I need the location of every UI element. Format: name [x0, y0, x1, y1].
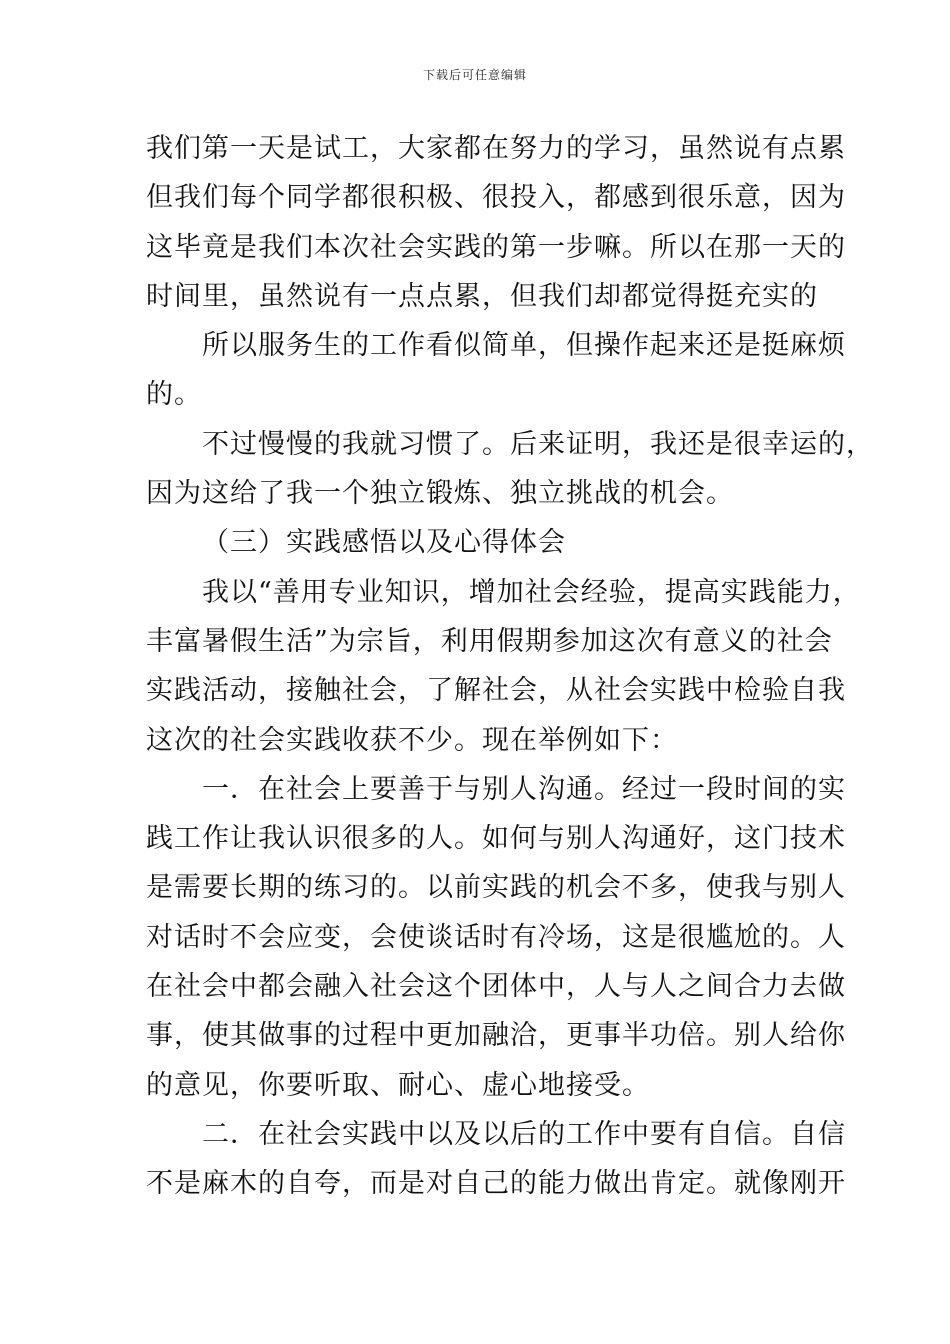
text-line: 在社会中都会融入社会这个团体中，人与人之间合力去做: [146, 971, 846, 1003]
document-body: [146, 124, 874, 1209]
text-line: 但我们每个同学都很积极、很投入，都感到很乐意，因为: [146, 182, 846, 214]
text-line: 事，使其做事的过程中更加融洽，更事半功倍。别人给你: [146, 1020, 846, 1052]
text-line: 丰富暑假生活”为宗旨，利用假期参加这次有意义的社会: [146, 625, 833, 657]
text-line: 践工作让我认识很多的人。如何与别人沟通好，这门技术: [146, 823, 846, 855]
text-line: 我们第一天是试工，大家都在努力的学习，虽然说有点累: [146, 133, 846, 164]
text-line: 所以服务生的工作看似简单，但操作起来还是挺麻烦: [202, 330, 846, 362]
text-line: 时间里，虽然说有一点点累，但我们却都觉得挺充实的: [146, 280, 818, 312]
text-line: 我以“善用专业知识，增加社会经验，提高实践能力，: [202, 576, 861, 608]
page-header: 下载后可任意编辑: [422, 68, 527, 82]
text-line: 的。: [146, 379, 202, 411]
text-line: 二．在社会实践中以及以后的工作中要有自信。自信: [202, 1118, 846, 1150]
text-line: 实践活动，接触社会，了解社会，从社会实践中检验自我: [146, 675, 846, 707]
text-line: 一．在社会上要善于与别人沟通。经过一段时间的实: [202, 773, 846, 805]
text-line: 不是麻木的自夸，而是对自己的能力做出肯定。就像刚开: [146, 1168, 846, 1200]
text-line: 的意见，你要听取、耐心、虚心地接受。: [146, 1069, 650, 1101]
text-line: 对话时不会应变，会使谈话时有冷场，这是很尴尬的。人: [146, 921, 846, 953]
text-line: 不过慢慢的我就习惯了。后来证明，我还是很幸运的，: [202, 428, 874, 460]
text-line: 是需要长期的练习的。以前实践的机会不多，使我与别人: [146, 872, 846, 904]
text-line: （三）实践感悟以及心得体会: [202, 527, 566, 559]
text-line: 这次的社会实践收获不少。现在举例如下：: [146, 724, 678, 756]
text-line: 这毕竟是我们本次社会实践的第一步嘛。所以在那一天的: [146, 231, 846, 263]
text-line: 因为这给了我一个独立锻炼、独立挑战的机会。: [146, 478, 734, 510]
